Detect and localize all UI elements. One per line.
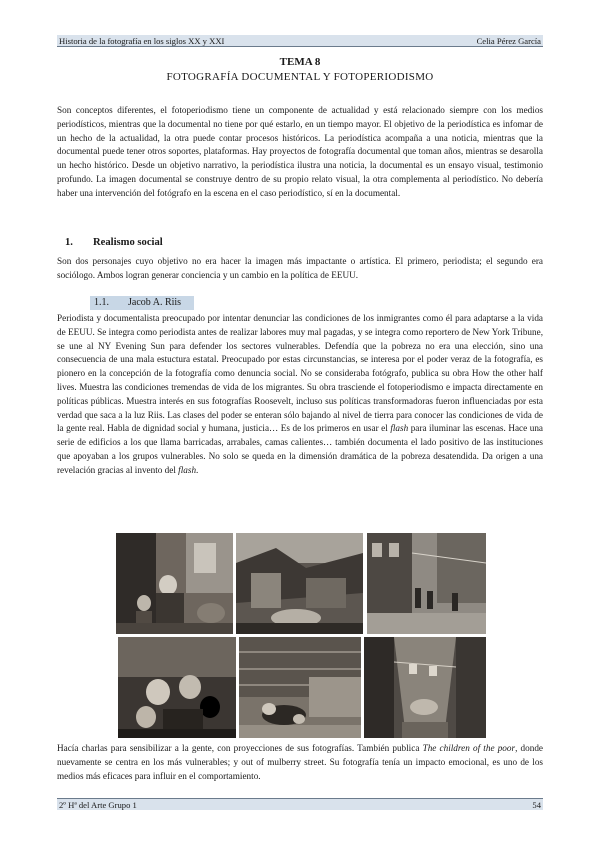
section-title: Realismo social: [93, 237, 163, 248]
riis-text-3: .: [196, 464, 199, 475]
photo-alley-laundry: [364, 637, 486, 738]
intro-paragraph: Son conceptos diferentes, el fotoperiodismo tiene un componente de actualidad y está relacionado siempre con los medios periodísticos, mientras que la documental no tiene por qué estarlo, en un tiempo mayor. El objetivo de la periodística es infomar de un hecho de la actualidad, la otra puede contar procesos históricos. La periodística acompaña a una noticia, mientras que la documental puede tener otros soportes, plataformas. Hay proyectos de fotografía documental que toman años, mientras se desarolla un hecho histórico. Desde un objetivo narrativo, la periodística ilustra una noticia, la documental es un ensayo visual, testimonio profundo. La imagen documental se construye dentro de su propio relato visual, la otra complementa al periodístico. No debería haber una intervención del fotógrafo en la escena en el caso periodístico, sí en la documental.: [57, 105, 543, 198]
footer-left: 2º Hª del Arte Grupo 1: [59, 800, 137, 810]
section-heading: [65, 237, 163, 248]
closing-text-2: , donde nuevamente se centra en los más vulnerables; y out of mulberry street. Su fotografía tenía un impacto emocional, es uno de los medios más eficaces para influir en el comportamiento.: [57, 743, 544, 781]
photo-interior-family: [116, 533, 233, 634]
riis-paragraph: [57, 312, 543, 478]
page-header: [57, 35, 543, 47]
riis-text-1: Periodista y documentalista preocupado por intentar denunciar las condiciones de los inmigrantes como él para adaptarse a la vida de EEUU. Se integra como periodista antes de realizar labores muy mal pagadas, y se integra como reportero de New York Tribune, se une al NY Evening Sun para defender los sectores vulnerables. Defendía que la pobreza no era una elección, sino una consecuencia de una mala estuctura estatal. Preocupado por estas circunstancias, se interesa por el poder veraz de la fotografía, es pionero en la concepción de la fotografía como denuncia social. No se consideraba fotógrafo, publica su obra How the other half lives. Muestra las condiciones tremendas de vida de los migrantes. Su obra trasciende el fotoperiodismo e impacta directamente en políticas públicas. Muestra interés en sus fotografías Roosevelt, incluso sus políticas transformadoras fueron influenciadas por esta verdad que saca a la luz Riis. Las clases del poder se enteran sólo bajando al nivel de tierra para conocer las condiciones de vida de la gente real. Habla de dignidad social y humana, justicia… Es de los primeros en usar el: [57, 313, 543, 434]
photo-tenement-yard: [367, 533, 486, 634]
photo-alley-huts: [236, 533, 363, 634]
chapter-title: FOTOGRAFÍA DOCUMENTAL Y FOTOPERIODISMO: [166, 71, 434, 83]
section-number: 1.: [65, 237, 73, 248]
subsection-number: 1.1.: [94, 297, 109, 308]
page-number: 54: [532, 800, 541, 810]
flash-term: flash: [178, 464, 197, 475]
subsection-title: Jacob A. Riis: [128, 297, 182, 308]
photo-sleeping-children: [239, 637, 361, 738]
flash-term: flash: [390, 423, 409, 434]
closing-paragraph: [57, 742, 543, 783]
page-footer: [57, 798, 543, 810]
header-left: Historia de la fotografía en los siglos XX y XXI: [59, 36, 225, 46]
chapter-number: TEMA 8: [279, 56, 321, 68]
subsection-heading: [90, 296, 194, 310]
riis-text-2: para iluminar las escenas. Hace una serie de edificios a los que llama barricadas, arrabales, camas calientes… también documenta el lado positivo de las instituciones que apoyaban a los grupos vulnerables. No solo se queda en la dimensión dramática de la pobreza desatendida. Da origen a una revelación gracias al invento del: [57, 423, 543, 475]
photo-boys-group: [118, 637, 236, 738]
header-right: Celia Pérez García: [476, 36, 541, 46]
section-paragraph: Son dos personajes cuyo objetivo no era hacer la imagen más impactante o artística. El primero, periodista; el segundo era sociólogo. Ambos logran generar conciencia y un cambio en la política de EEUU.: [57, 256, 543, 280]
closing-text-1: Hacía charlas para sensibilizar a la gente, con proyecciones de sus fotografías. También publica: [57, 743, 423, 753]
book-title: The children of the poor: [422, 743, 516, 753]
